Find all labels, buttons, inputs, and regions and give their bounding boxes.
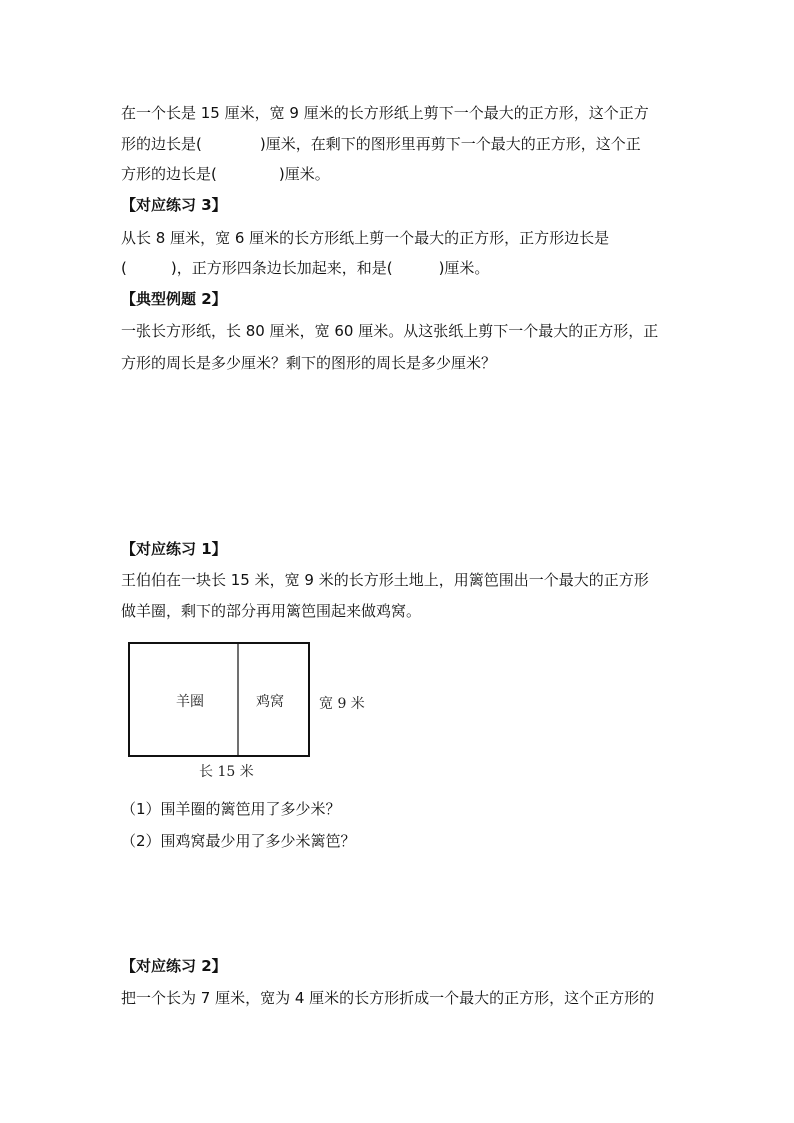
practice-3-line-2: ( )，正方形四条边长加起来，和是( )厘米。 — [121, 259, 490, 277]
practice-1-sub-question-1: （1）围羊圈的篱笆用了多少米？ — [121, 800, 341, 818]
practice-3-line-1: 从长 8 厘米，宽 6 厘米的长方形纸上剪一个最大的正方形，正方形边长是 — [121, 229, 610, 247]
practice-1-sub-question-2: （2）围鸡窝最少用了多少米篱笆？ — [121, 832, 356, 850]
chicken-coop-label: 鸡窝 — [256, 694, 284, 710]
sheep-pen-label: 羊圈 — [176, 694, 204, 710]
practice-2-line-1: 把一个长为 7 厘米，宽为 4 厘米的长方形折成一个最大的正方形，这个正方形的 — [121, 989, 655, 1007]
field-diagram — [120, 636, 380, 786]
practice-1-line-1: 王伯伯在一块长 15 米，宽 9 米的长方形土地上，用篱笆围出一个最大的正方形 — [121, 571, 649, 589]
length-label: 长 15 米 — [199, 764, 254, 780]
question-intro-line-3: 方形的边长是( )厘米。 — [121, 165, 330, 183]
example-2-heading: 【典型例题 2】 — [121, 290, 227, 308]
field-diagram-svg — [120, 636, 380, 786]
example-2-line-2: 方形的周长是多少厘米？剩下的图形的周长是多少厘米？ — [121, 354, 497, 372]
width-label: 宽 9 米 — [319, 696, 365, 712]
practice-1-heading: 【对应练习 1】 — [121, 540, 227, 558]
practice-3-heading: 【对应练习 3】 — [121, 196, 227, 214]
practice-1-line-2: 做羊圈，剩下的部分再用篱笆围起来做鸡窝。 — [121, 602, 422, 620]
question-intro-line-1: 在一个长是 15 厘米，宽 9 厘米的长方形纸上剪下一个最大的正方形，这个正方 — [121, 104, 649, 122]
example-2-line-1: 一张长方形纸，长 80 厘米，宽 60 厘米。从这张纸上剪下一个最大的正方形，正 — [121, 322, 659, 340]
practice-2-heading: 【对应练习 2】 — [121, 957, 227, 975]
question-intro-line-2: 形的边长是( )厘米，在剩下的图形里再剪下一个最大的正方形，这个正 — [121, 135, 641, 153]
